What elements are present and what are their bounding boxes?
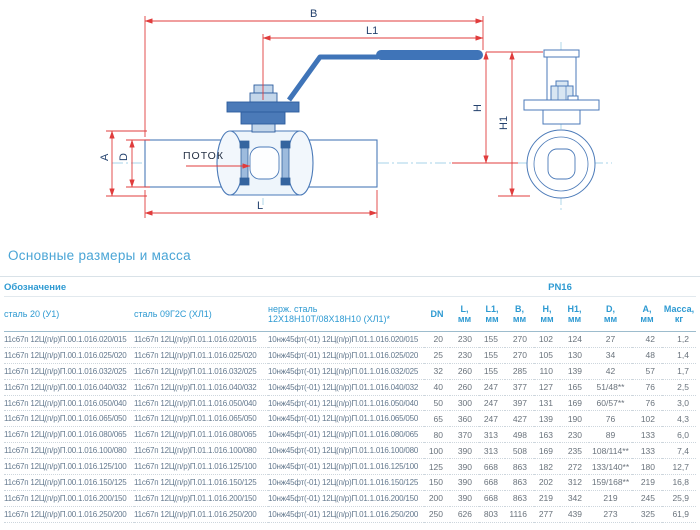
h1-mm: 130 [560,347,589,363]
dn: 80 [424,427,450,443]
dimension-lines [106,16,543,218]
l-mm: 300 [450,395,479,411]
h1-mm: 272 [560,459,589,475]
mass-kg: 4,3 [662,411,696,427]
l-mm: 626 [450,506,479,522]
designation-stainless: 10нж45фт(-01) 12Ц(п/р)П.01.1.016.032/025 [268,363,424,379]
designation-stainless: 10нж45фт(-01) 12Ц(п/р)П.01.1.016.040/032 [268,379,424,395]
divider [0,276,700,277]
designation-stainless: 10нж45фт(-01) 12Ц(п/р)П.01.1.016.025/020 [268,347,424,363]
dim-label-d: D [118,153,130,161]
l1-mm: 313 [479,427,505,443]
table-row [4,363,696,379]
designation-steel20: 11с67п 12Ц(п/р)П.00.1.016.032/025 [4,363,134,379]
l-mm: 230 [450,347,479,363]
b-mm: 270 [505,332,534,348]
dn: 100 [424,443,450,459]
designation-steel20: 11с67п 12Ц(п/р)П.00.1.016.250/200 [4,506,134,522]
designation-steel09g2s: 11с67п 12Ц(п/р)П.01.1.016.040/032 [134,379,268,395]
h-mm: 277 [534,506,560,522]
designation-steel20: 11с67п 12Ц(п/р)П.00.1.016.025/020 [4,347,134,363]
l-mm: 360 [450,411,479,427]
d-mm: 108/114** [589,443,632,459]
designation-stainless: 10нж45фт(-01) 12Ц(п/р)П.01.1.016.065/050 [268,411,424,427]
designation-steel20: 11с67п 12Ц(п/р)П.00.1.016.065/050 [4,411,134,427]
b-mm: 270 [505,347,534,363]
designation-stainless: 10нж45фт(-01) 12Ц(п/р)П.01.1.016.080/065 [268,427,424,443]
designation-steel20: 11с67п 12Ц(п/р)П.00.1.016.100/080 [4,443,134,459]
l1-mm: 247 [479,395,505,411]
d-mm: 42 [589,363,632,379]
d-mm: 60/57** [589,395,632,411]
mass-kg: 7,4 [662,443,696,459]
d-mm: 159/168** [589,475,632,491]
designation-steel09g2s: 11с67п 12Ц(п/р)П.01.1.016.100/080 [134,443,268,459]
d-mm: 27 [589,332,632,348]
designation-stainless: 10нж45фт(-01) 12Ц(п/р)П.01.1.016.050/040 [268,395,424,411]
a-mm: 133 [632,443,662,459]
l-mm: 260 [450,379,479,395]
dim-label-h1: H1 [498,115,510,130]
h1-mm: 165 [560,379,589,395]
designation-steel20: 11с67п 12Ц(п/р)П.00.1.016.080/065 [4,427,134,443]
dim-label-a: A [99,153,111,161]
h-mm: 102 [534,332,560,348]
col-header-steel20: сталь 20 (У1) [4,297,134,332]
l1-mm: 668 [479,475,505,491]
h1-mm: 342 [560,490,589,506]
l1-mm: 155 [479,363,505,379]
d-mm: 34 [589,347,632,363]
b-mm: 377 [505,379,534,395]
b-mm: 498 [505,427,534,443]
designation-steel09g2s: 11с67п 12Ц(п/р)П.01.1.016.150/125 [134,475,268,491]
mass-kg: 25,9 [662,490,696,506]
mass-kg: 1,2 [662,332,696,348]
d-mm: 51/48** [589,379,632,395]
designation-stainless: 10нж45фт(-01) 12Ц(п/р)П.01.1.016.250/200 [268,506,424,522]
designation-steel09g2s: 11с67п 12Ц(п/р)П.01.1.016.020/015 [134,332,268,348]
l-mm: 390 [450,490,479,506]
mass-kg: 2,5 [662,379,696,395]
h1-mm: 439 [560,506,589,522]
designation-stainless: 10нж45фт(-01) 12Ц(п/р)П.01.1.016.125/100 [268,459,424,475]
dn: 125 [424,459,450,475]
b-mm: 285 [505,363,534,379]
col-header-mass: Масса, кг [662,297,696,332]
col-header-l1: L1, мм [479,297,505,332]
dn: 40 [424,379,450,395]
header-designation: Обозначение [4,279,424,297]
designation-steel20: 11с67п 12Ц(п/р)П.00.1.016.150/125 [4,475,134,491]
col-header-stainless [268,297,424,332]
a-mm: 180 [632,459,662,475]
valve-body-main-view [145,131,377,195]
dimensions-table [4,279,696,523]
mass-kg: 1,7 [662,363,696,379]
designation-steel09g2s: 11с67п 12Ц(п/р)П.01.1.016.080/065 [134,427,268,443]
h1-mm: 139 [560,363,589,379]
col-header-dn: DN [424,297,450,332]
h1-mm: 230 [560,427,589,443]
designation-stainless: 10нж45фт(-01) 12Ц(п/р)П.01.1.016.200/150 [268,490,424,506]
col-header-h: H, мм [534,297,560,332]
d-mm: 219 [589,490,632,506]
dim-label-h: H [472,104,484,112]
flow-label: ПОТОК [183,150,224,162]
dn: 150 [424,475,450,491]
h-mm: 127 [534,379,560,395]
designation-steel09g2s: 11с67п 12Ц(п/р)П.01.1.016.125/100 [134,459,268,475]
valve-technical-drawing [0,0,700,248]
h1-mm: 124 [560,332,589,348]
table-row [4,411,696,427]
designation-steel20: 11с67п 12Ц(п/р)П.00.1.016.020/015 [4,332,134,348]
dim-label-l1: L1 [366,25,379,37]
l1-mm: 155 [479,347,505,363]
a-mm: 76 [632,395,662,411]
dn: 50 [424,395,450,411]
l-mm: 390 [450,475,479,491]
b-mm: 427 [505,411,534,427]
table-row [4,490,696,506]
b-mm: 397 [505,395,534,411]
ball-bore [250,147,279,179]
designation-steel09g2s: 11с67п 12Ц(п/р)П.01.1.016.065/050 [134,411,268,427]
designation-steel09g2s: 11с67п 12Ц(п/р)П.01.1.016.250/200 [134,506,268,522]
dn: 250 [424,506,450,522]
dn: 65 [424,411,450,427]
h1-mm: 312 [560,475,589,491]
a-mm: 57 [632,363,662,379]
a-mm: 48 [632,347,662,363]
l1-mm: 155 [479,332,505,348]
valve-end-view [524,50,599,198]
designation-stainless: 10нж45фт(-01) 12Ц(п/р)П.01.1.016.020/015 [268,332,424,348]
designation-stainless: 10нж45фт(-01) 12Ц(п/р)П.01.1.016.150/125 [268,475,424,491]
l-mm: 370 [450,427,479,443]
d-mm: 273 [589,506,632,522]
l-mm: 390 [450,443,479,459]
mass-kg: 1,4 [662,347,696,363]
dim-label-l: L [257,200,264,212]
a-mm: 42 [632,332,662,348]
d-mm: 133/140** [589,459,632,475]
a-mm: 76 [632,379,662,395]
table-row [4,427,696,443]
b-mm: 508 [505,443,534,459]
mass-kg: 16,8 [662,475,696,491]
designation-steel20: 11с67п 12Ц(п/р)П.00.1.016.050/040 [4,395,134,411]
dn: 20 [424,332,450,348]
h-mm: 105 [534,347,560,363]
h-mm: 131 [534,395,560,411]
h-mm: 202 [534,475,560,491]
mass-kg: 61,9 [662,506,696,522]
col-header-stainless-line2: 12Х18Н10Т/08Х18Н10 (ХЛ1)* [268,314,390,324]
col-header-l: L, мм [450,297,479,332]
col-header-stainless-line1: нерж. сталь [268,304,318,314]
l1-mm: 313 [479,443,505,459]
h-mm: 219 [534,490,560,506]
b-mm: 1116 [505,506,534,522]
dn: 200 [424,490,450,506]
mass-kg: 3,0 [662,395,696,411]
section-title: Основные размеры и масса [8,248,191,263]
col-header-d: D, мм [589,297,632,332]
table-row [4,475,696,491]
dim-label-b: B [310,8,318,20]
col-header-a: A, мм [632,297,662,332]
l1-mm: 247 [479,379,505,395]
h-mm: 110 [534,363,560,379]
a-mm: 133 [632,427,662,443]
l-mm: 260 [450,363,479,379]
table-row [4,395,696,411]
l-mm: 230 [450,332,479,348]
header-pn16: PN16 [424,279,696,297]
d-mm: 76 [589,411,632,427]
h-mm: 163 [534,427,560,443]
designation-steel20: 11с67п 12Ц(п/р)П.00.1.016.200/150 [4,490,134,506]
l1-mm: 668 [479,459,505,475]
a-mm: 325 [632,506,662,522]
l1-mm: 668 [479,490,505,506]
designation-steel20: 11с67п 12Ц(п/р)П.00.1.016.125/100 [4,459,134,475]
h1-mm: 190 [560,411,589,427]
d-mm: 89 [589,427,632,443]
col-header-steel09g2s: сталь 09Г2С (ХЛ1) [134,297,268,332]
table-row [4,459,696,475]
designation-steel09g2s: 11с67п 12Ц(п/р)П.01.1.016.200/150 [134,490,268,506]
b-mm: 863 [505,459,534,475]
designation-stainless: 10нж45фт(-01) 12Ц(п/р)П.01.1.016.100/080 [268,443,424,459]
mass-kg: 12,7 [662,459,696,475]
a-mm: 219 [632,475,662,491]
designation-steel09g2s: 11с67п 12Ц(п/р)П.01.1.016.050/040 [134,395,268,411]
table-row [4,443,696,459]
h-mm: 169 [534,443,560,459]
a-mm: 245 [632,490,662,506]
table-row [4,347,696,363]
b-mm: 863 [505,490,534,506]
valve-handle [289,55,478,100]
designation-steel20: 11с67п 12Ц(п/р)П.00.1.016.040/032 [4,379,134,395]
table-body [4,332,696,523]
col-header-b: B, мм [505,297,534,332]
col-header-h1: H1, мм [560,297,589,332]
designation-steel09g2s: 11с67п 12Ц(п/р)П.01.1.016.025/020 [134,347,268,363]
h-mm: 182 [534,459,560,475]
dn: 25 [424,347,450,363]
a-mm: 102 [632,411,662,427]
l1-mm: 247 [479,411,505,427]
h-mm: 139 [534,411,560,427]
table-row [4,379,696,395]
table-row [4,506,696,522]
table-row [4,332,696,348]
b-mm: 863 [505,475,534,491]
mass-kg: 6,0 [662,427,696,443]
l-mm: 390 [450,459,479,475]
h1-mm: 235 [560,443,589,459]
l1-mm: 803 [479,506,505,522]
h1-mm: 169 [560,395,589,411]
dn: 32 [424,363,450,379]
designation-steel09g2s: 11с67п 12Ц(п/р)П.01.1.016.032/025 [134,363,268,379]
